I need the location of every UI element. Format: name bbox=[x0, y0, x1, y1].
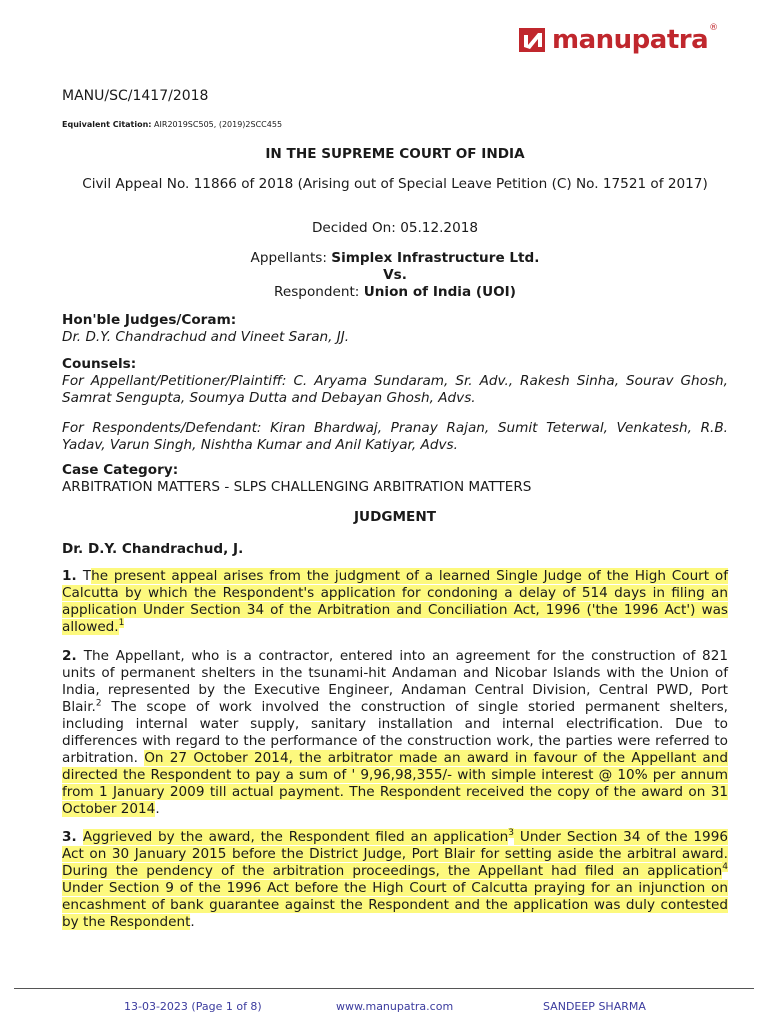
para-number: 2. bbox=[62, 648, 84, 664]
registered-mark: ® bbox=[709, 23, 719, 33]
respondent-counsels: For Respondents/Defendant: Kiran Bhardwaj, Pranay Rajan, Sumit Teterwal, Venkatesh, R.B. Yadav, Varun Singh, Nishtha Kumar and Anil Katiyar, Advs. bbox=[62, 420, 728, 453]
judges-names: Dr. D.Y. Chandrachud and Vineet Saran, JJ. bbox=[62, 329, 350, 345]
respondent-label: Respondent: bbox=[274, 284, 364, 300]
para-number: 1. bbox=[62, 568, 83, 584]
footer-website-link[interactable]: www.manupatra.com bbox=[336, 1000, 454, 1013]
parties bbox=[62, 250, 728, 301]
highlighted-text: Under Section 9 of the 1996 Act before the High Court of Calcutta praying for an injunction on encashment of bank guarantee against the Respondent and the application was duly contested by the Respondent bbox=[62, 880, 728, 930]
para-number: 3. bbox=[62, 829, 83, 845]
manupatra-logo-icon bbox=[518, 25, 548, 55]
highlighted-text: Aggrieved by the award, the Respondent filed an application bbox=[82, 829, 509, 845]
footnote-ref[interactable]: 1 bbox=[118, 618, 125, 629]
category-value: ARBITRATION MATTERS - SLPS CHALLENGING ARBITRATION MATTERS bbox=[62, 479, 532, 495]
court-name: IN THE SUPREME COURT OF INDIA bbox=[265, 146, 525, 162]
footnote-ref[interactable]: 2 bbox=[95, 698, 102, 709]
footer-user: SANDEEP SHARMA bbox=[543, 1000, 646, 1013]
counsels-section bbox=[62, 356, 728, 407]
paragraph-1 bbox=[62, 568, 728, 636]
appellants-label: Appellants: bbox=[250, 250, 332, 266]
appeal-number: Civil Appeal No. 11866 of 2018 (Arising out of Special Leave Petition (C) No. 17521 of 2017) bbox=[82, 176, 708, 192]
highlighted-text: On 27 October 2014, the arbitrator made an award in favour of the Appellant and directed the Respondent to pay a sum of ' 9,96,98,355/- with simple interest @ 10% per annum from 1 January 2009 till actual payment. The Respondent received the copy of the award on 31 October 2014 bbox=[62, 750, 728, 817]
paragraph-2 bbox=[62, 648, 728, 818]
category-heading: Case Category: bbox=[62, 462, 179, 478]
para-text: The scope of work involved the construction of single storied permanent shelters, including internal water supply, sanitary installation and internal electrification. Due to differences with regard to the performance of the construction work, the parties were referred to arbitration. bbox=[62, 699, 728, 766]
respondent-counsels-block bbox=[62, 420, 728, 454]
citation: MANU/SC/1417/2018 bbox=[62, 88, 209, 104]
equivalent-citation bbox=[62, 120, 728, 130]
decided-date: Decided On: 05.12.2018 bbox=[311, 220, 479, 236]
versus: Vs. bbox=[383, 267, 407, 283]
manupatra-logo bbox=[518, 22, 718, 58]
para-text: T bbox=[82, 568, 92, 584]
judges-section bbox=[62, 312, 728, 346]
appellant-counsels: For Appellant/Petitioner/Plaintiff: C. Aryama Sundaram, Sr. Adv., Rakesh Sinha, Sourav Ghosh, Samrat Sengupta, Soumya Dutta and Debayan Ghosh, Advs. bbox=[62, 373, 728, 406]
counsels-heading: Counsels: bbox=[62, 356, 137, 372]
judgment-author: Dr. D.Y. Chandrachud, J. bbox=[62, 541, 244, 557]
case-category bbox=[62, 462, 728, 496]
footer-page-info: 13-03-2023 (Page 1 of 8) bbox=[124, 1000, 262, 1013]
logo-text: manupatra bbox=[552, 25, 709, 55]
footer-divider bbox=[14, 988, 754, 989]
highlighted-text: he present appeal arises from the judgment of a learned Single Judge of the High Court of Calcutta by which the Respondent's application for condoning a delay of 514 days in filing an application Under Section 34 of the Arbitration and Conciliation Act, 1996 ('the 1996 Act') was allowed. bbox=[62, 568, 729, 635]
judges-heading: Hon'ble Judges/Coram: bbox=[62, 312, 237, 328]
footnote-ref[interactable]: 3 bbox=[508, 828, 515, 839]
judgment-heading: JUDGMENT bbox=[353, 509, 436, 525]
para-text: . bbox=[155, 801, 160, 817]
footnote-ref[interactable]: 4 bbox=[722, 862, 728, 873]
appellants-name: Simplex Infrastructure Ltd. bbox=[331, 250, 540, 266]
respondent-name: Union of India (UOI) bbox=[363, 284, 516, 300]
para-text: . bbox=[190, 914, 195, 930]
para-text: The Appellant, who is a contractor, entered into an agreement for the construction of 821 units of permanent shelters in the tsunami-hit Andaman and Nicobar Islands with the Union of India, represented by the Executive Engineer, Andaman Central Division, Central PWD, Port Blair. bbox=[62, 648, 729, 715]
highlighted-text: Under Section 34 of the 1996 Act on 30 January 2015 before the District Judge, Port Blair for setting aside the arbitral award. During the pendency of the arbitration proceedings, the Appellant had filed an application bbox=[62, 829, 728, 879]
equiv-value: AIR2019SC505, (2019)2SCC455 bbox=[151, 120, 283, 129]
paragraph-3 bbox=[62, 829, 728, 931]
equiv-label: Equivalent Citation: bbox=[62, 120, 152, 129]
